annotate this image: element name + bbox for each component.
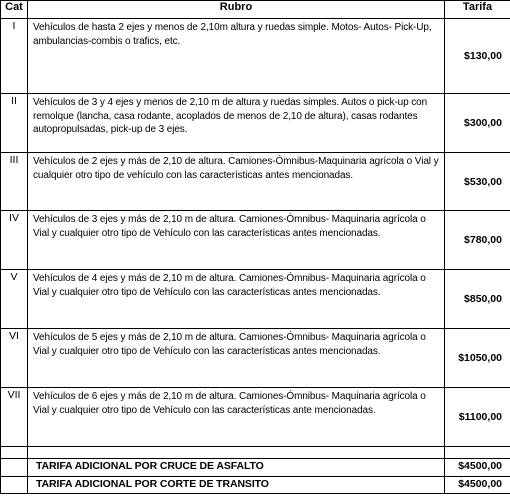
additional-tarifa: $4500,00 [445,459,510,477]
rubro-cell: Vehículos de 5 ejes y más de 2,10 m de altura. Camiones-Ómnibus- Maquinaria agrícola o Vial y cualquier otro tipo de Vehículo con las características antes mencionadas. [28,329,445,388]
cat-cell: VI [1,329,28,388]
tarifa-cell: $780,00 [445,211,510,270]
spacer-cell [28,447,445,459]
table-row [1,94,510,153]
tarifa-cell: $850,00 [445,270,510,329]
spacer-row [1,447,510,459]
table-row [1,329,510,388]
spacer-cell [1,447,28,459]
additional-row [1,477,510,494]
table-row [1,19,510,94]
tarifa-cell: $1050,00 [445,329,510,388]
rubro-cell: Vehículos de 2 ejes y más de 2,10 de altura. Camiones-Ómnibus-Maquinaria agrícola o Vial y cualquier otro tipo de vehículo con las características antes mencionadas. [28,153,445,211]
tarifa-cell: $300,00 [445,94,510,153]
cat-cell: III [1,153,28,211]
tarifa-cell: $530,00 [445,153,510,211]
rubro-cell: Vehículos de 3 ejes y más de 2,10 m de altura. Camiones-Ómnibus- Maquinaria agrícola o Vial y cualquier otro tipo de Vehículo con las características antes mencionadas. [28,211,445,270]
cat-cell: VII [1,388,28,447]
table-row [1,270,510,329]
cat-cell [1,459,28,477]
rubro-cell: Vehículos de 3 y 4 ejes y menos de 2,10 m de altura y ruedas simples. Autos o pick-up con remolque (lancha, casa rodante, acoplados de menos de 2,10 de altura), casas rodantes autopropulsadas, pick-up de 3 ejes. [28,94,445,153]
header-row [1,1,510,19]
additional-label: TARIFA ADICIONAL POR CRUCE DE ASFALTO [28,459,445,477]
header-rubro: Rubro [28,1,445,19]
cat-cell: V [1,270,28,329]
header-cat: Cat [1,1,28,19]
additional-tarifa: $4500,00 [445,477,510,494]
rubro-cell: Vehículos de 4 ejes y más de 2,10 m de altura. Camiones-Ómnibus- Maquinaria agrícola o Vial y cualquier otro tipo de Vehículo con las características antes mencionadas. [28,270,445,329]
tarifa-cell: $1100,00 [445,388,510,447]
header-tarifa: Tarifa [445,1,510,19]
rubro-cell: Vehículos de hasta 2 ejes y menos de 2,10m altura y ruedas simple. Motos- Autos- Pick-Up, ambulancias-combis o trafics, etc. [28,19,445,94]
table-row [1,211,510,270]
rubro-cell: Vehículos de 6 ejes y más de 2,10 m de altura. Camiones-Ómnibus- Maquinaria agrícola o Vial y cualquier otro tipo de Vehículo con las características ante mencionadas. [28,388,445,447]
cat-cell: II [1,94,28,153]
additional-label: TARIFA ADICIONAL POR CORTE DE TRANSITO [28,477,445,494]
cat-cell: I [1,19,28,94]
table-row [1,388,510,447]
additional-row [1,459,510,477]
cat-cell [1,477,28,494]
spacer-cell [445,447,510,459]
cat-cell: IV [1,211,28,270]
table-row [1,153,510,211]
tarifa-cell: $130,00 [445,19,510,94]
